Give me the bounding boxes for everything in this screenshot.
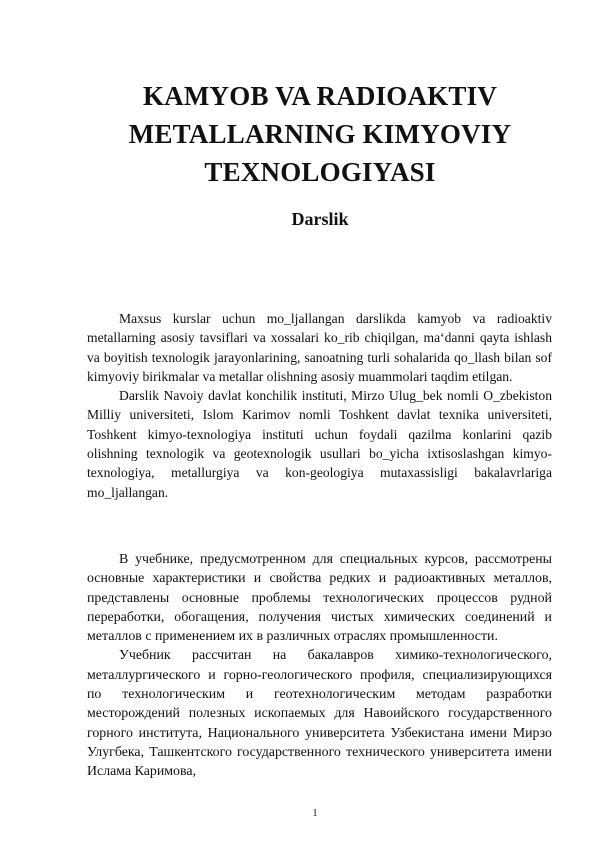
annotation-paragraph: Darslik Navoiy davlat konchilik instituti, Mirzo Ulug_bek nomli O_zbekiston Milliy universiteti, Islom Karimov nomli Toshkent davlat texnika universiteti, Toshkent kimyo-texnologiya instituti uchun foydali qazilma konlarini qazib olishning texnologik va geotexnologik usullari bo_yicha ixtisoslashgan kimyo-texnologiya, metallurgiya va kon-geologiya mutaxassisligi bakalavrlariga mo_ljallangan.: [87, 388, 552, 500]
annotation-paragraph: В учебнике, предусмотренном для специальных курсов, рассмотрены основные характеристики и свойства редких и радиоактивных металлов, представлены основные проблемы технологических процессов рудной переработки, обогащения, получения чистых химических соединений и металлов с применением их в различных отраслях промышленности.: [87, 552, 552, 645]
title-line: TEXNOLOGIYASI: [204, 157, 436, 187]
page-number: 1: [312, 808, 318, 819]
title-line: METALLARNING KIMYOVIY: [128, 119, 512, 149]
russian-annotation: [87, 550, 552, 782]
annotation-paragraph: Учебник рассчитан на бакалавров химико-технологического, металлургического и горно-геологического профиля, специализирующихся по технологическим и геотехнологическим методам разработки месторождений полезных ископаемых для Навоийского государственного горного института, Национального университета Узбекистана имени Мирзо Улугбека, Ташкентского государственного технического университета имени Ислама Каримова,: [87, 648, 552, 780]
uzbek-annotation: [87, 309, 552, 502]
document-title: [60, 77, 580, 191]
annotation-paragraph: Maxsus kurslar uchun mo_ljallangan darslikda kamyob va radioaktiv metallarning asosiy tavsiflari va xossalari ko_rib chiqilgan, ma‘danni qayta ishlash va boyitish texnologik jarayonlarining, sanoatning turli sohalarida qo_llash bilan sof kimyoviy birikmalar va metallar olishning asosiy muammolari taqdim etilgan.: [87, 311, 552, 384]
document-subtitle: Darslik: [291, 209, 349, 229]
title-line: KAMYOB VA RADIOAKTIV: [142, 81, 498, 111]
